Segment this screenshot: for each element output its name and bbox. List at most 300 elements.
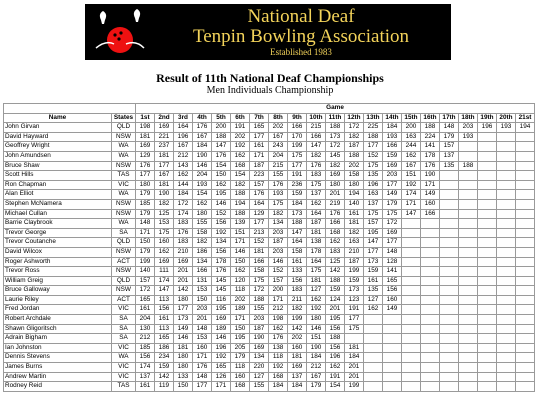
game-score bbox=[459, 267, 478, 277]
game-score: 203 bbox=[269, 247, 288, 257]
game-score: 148 bbox=[193, 372, 212, 382]
game-score: 174 bbox=[136, 363, 155, 373]
game-score: 177 bbox=[155, 161, 174, 171]
game-score bbox=[478, 363, 497, 373]
game-score bbox=[459, 305, 478, 315]
game-score: 163 bbox=[345, 238, 364, 248]
table-row bbox=[4, 180, 535, 190]
game-score: 165 bbox=[212, 363, 231, 373]
game-score: 162 bbox=[174, 171, 193, 181]
bowler-name: Michael Cullan bbox=[4, 209, 112, 219]
bowler-name: William Greig bbox=[4, 276, 112, 286]
game-score: 131 bbox=[193, 276, 212, 286]
game-score bbox=[421, 267, 440, 277]
game-score: 180 bbox=[136, 180, 155, 190]
game-score: 146 bbox=[212, 334, 231, 344]
game-score bbox=[383, 353, 402, 363]
game-score bbox=[497, 180, 516, 190]
game-score: 142 bbox=[288, 324, 307, 334]
game-column-header: 12th bbox=[345, 113, 364, 123]
game-score bbox=[364, 324, 383, 334]
game-score: 173 bbox=[345, 286, 364, 296]
bowler-state: WA bbox=[112, 190, 136, 200]
game-score: 166 bbox=[421, 209, 440, 219]
game-score: 148 bbox=[193, 324, 212, 334]
game-score: 169 bbox=[326, 171, 345, 181]
game-score bbox=[497, 276, 516, 286]
bowler-name: Bruce Galloway bbox=[4, 286, 112, 296]
game-score: 146 bbox=[269, 257, 288, 267]
game-score bbox=[402, 372, 421, 382]
table-row bbox=[4, 305, 535, 315]
game-score: 203 bbox=[383, 171, 402, 181]
game-score: 161 bbox=[250, 142, 269, 152]
game-score: 134 bbox=[212, 238, 231, 248]
table-row bbox=[4, 209, 535, 219]
game-score: 188 bbox=[288, 219, 307, 229]
game-score: 147 bbox=[307, 142, 326, 152]
game-score: 133 bbox=[288, 267, 307, 277]
game-score: 111 bbox=[155, 267, 174, 277]
game-score: 141 bbox=[421, 142, 440, 152]
game-score: 162 bbox=[307, 199, 326, 209]
game-score bbox=[459, 219, 478, 229]
bowler-state: SA bbox=[112, 334, 136, 344]
bowler-state: NSW bbox=[112, 161, 136, 171]
bowler-state: TAS bbox=[112, 171, 136, 181]
table-row bbox=[4, 276, 535, 286]
game-score bbox=[516, 257, 535, 267]
game-score: 149 bbox=[383, 305, 402, 315]
game-score: 177 bbox=[288, 161, 307, 171]
game-score: 177 bbox=[136, 171, 155, 181]
game-score: 159 bbox=[288, 190, 307, 200]
game-score: 146 bbox=[231, 247, 250, 257]
game-score: 190 bbox=[307, 343, 326, 353]
game-score: 160 bbox=[155, 238, 174, 248]
game-score bbox=[383, 343, 402, 353]
game-score: 194 bbox=[345, 190, 364, 200]
bowler-name: Roger Ashworth bbox=[4, 257, 112, 267]
game-score bbox=[478, 382, 497, 392]
game-score: 168 bbox=[231, 382, 250, 392]
game-score: 181 bbox=[155, 151, 174, 161]
bowler-name: Stephen McNamera bbox=[4, 199, 112, 209]
header-row bbox=[4, 113, 535, 123]
table-row bbox=[4, 132, 535, 142]
game-score bbox=[497, 295, 516, 305]
game-score: 159 bbox=[326, 286, 345, 296]
bowler-state: WA bbox=[112, 353, 136, 363]
game-score: 184 bbox=[345, 353, 364, 363]
game-score: 169 bbox=[250, 343, 269, 353]
game-score: 161 bbox=[288, 257, 307, 267]
page-subtitle: Men Individuals Championship bbox=[206, 85, 334, 96]
game-score: 212 bbox=[307, 363, 326, 373]
game-score bbox=[516, 219, 535, 229]
game-score bbox=[478, 180, 497, 190]
game-score bbox=[459, 209, 478, 219]
game-score bbox=[478, 199, 497, 209]
game-score bbox=[459, 142, 478, 152]
bowler-name: Barrie Claybrook bbox=[4, 219, 112, 229]
game-column-header: 10th bbox=[307, 113, 326, 123]
game-score: 220 bbox=[250, 363, 269, 373]
game-score bbox=[402, 238, 421, 248]
game-score: 154 bbox=[231, 171, 250, 181]
game-score: 178 bbox=[212, 257, 231, 267]
game-score bbox=[516, 209, 535, 219]
game-score: 175 bbox=[383, 209, 402, 219]
game-score bbox=[497, 324, 516, 334]
game-score: 200 bbox=[402, 123, 421, 133]
game-score: 221 bbox=[155, 132, 174, 142]
game-score bbox=[440, 171, 459, 181]
game-score bbox=[421, 353, 440, 363]
game-score bbox=[497, 353, 516, 363]
game-score: 161 bbox=[345, 209, 364, 219]
game-score: 178 bbox=[421, 151, 440, 161]
game-score bbox=[383, 334, 402, 344]
banner-title-line2: Tenpin Bowling Association bbox=[192, 26, 410, 47]
game-score bbox=[383, 372, 402, 382]
game-score: 145 bbox=[326, 151, 345, 161]
game-score: 169 bbox=[155, 257, 174, 267]
game-score: 176 bbox=[307, 161, 326, 171]
bowler-name: Scott Hills bbox=[4, 171, 112, 181]
game-score bbox=[421, 343, 440, 353]
game-score: 156 bbox=[212, 247, 231, 257]
game-score: 169 bbox=[174, 257, 193, 267]
game-score: 176 bbox=[250, 190, 269, 200]
game-score: 146 bbox=[174, 334, 193, 344]
game-score bbox=[497, 343, 516, 353]
game-score bbox=[364, 334, 383, 344]
game-score: 134 bbox=[269, 219, 288, 229]
game-score: 195 bbox=[231, 334, 250, 344]
game-score bbox=[478, 132, 497, 142]
game-score: 194 bbox=[231, 199, 250, 209]
game-score: 166 bbox=[326, 219, 345, 229]
game-score bbox=[383, 363, 402, 373]
game-score bbox=[459, 238, 478, 248]
bowler-state: ACT bbox=[112, 257, 136, 267]
game-score bbox=[459, 343, 478, 353]
game-score: 212 bbox=[174, 151, 193, 161]
game-score: 185 bbox=[136, 343, 155, 353]
game-score: 184 bbox=[288, 382, 307, 392]
game-score: 150 bbox=[231, 257, 250, 267]
game-score: 160 bbox=[383, 295, 402, 305]
game-score bbox=[516, 305, 535, 315]
game-score: 165 bbox=[155, 334, 174, 344]
game-score bbox=[440, 238, 459, 248]
game-score: 164 bbox=[174, 123, 193, 133]
game-score bbox=[421, 247, 440, 257]
game-score: 162 bbox=[231, 267, 250, 277]
game-score: 125 bbox=[326, 257, 345, 267]
game-score: 120 bbox=[231, 276, 250, 286]
game-score: 143 bbox=[174, 161, 193, 171]
game-score bbox=[516, 228, 535, 238]
game-score bbox=[440, 219, 459, 229]
game-score: 196 bbox=[478, 123, 497, 133]
states-column-header: States bbox=[112, 113, 136, 123]
game-score: 157 bbox=[364, 219, 383, 229]
game-score: 180 bbox=[174, 363, 193, 373]
game-score: 183 bbox=[326, 247, 345, 257]
game-score bbox=[516, 151, 535, 161]
game-score bbox=[478, 295, 497, 305]
game-score: 162 bbox=[326, 363, 345, 373]
game-score: 181 bbox=[345, 219, 364, 229]
game-score: 183 bbox=[307, 171, 326, 181]
game-score: 202 bbox=[345, 161, 364, 171]
game-score bbox=[497, 132, 516, 142]
banner-established: Established 1983 bbox=[270, 47, 332, 57]
game-score: 157 bbox=[269, 276, 288, 286]
game-score bbox=[440, 257, 459, 267]
game-score bbox=[421, 305, 440, 315]
game-score bbox=[478, 276, 497, 286]
bowler-state: QLD bbox=[112, 276, 136, 286]
game-score: 168 bbox=[326, 228, 345, 238]
game-score: 127 bbox=[364, 295, 383, 305]
game-score bbox=[478, 334, 497, 344]
bowler-state: NSW bbox=[112, 132, 136, 142]
game-score: 172 bbox=[326, 142, 345, 152]
game-score: 116 bbox=[212, 295, 231, 305]
game-score: 205 bbox=[231, 343, 250, 353]
game-score: 182 bbox=[288, 305, 307, 315]
game-score: 181 bbox=[174, 343, 193, 353]
game-score: 177 bbox=[383, 180, 402, 190]
game-score: 156 bbox=[136, 353, 155, 363]
game-score bbox=[516, 247, 535, 257]
game-score bbox=[459, 334, 478, 344]
game-score bbox=[478, 267, 497, 277]
game-score: 155 bbox=[269, 171, 288, 181]
game-score bbox=[421, 286, 440, 296]
game-score bbox=[497, 315, 516, 325]
game-score: 174 bbox=[155, 276, 174, 286]
game-score: 212 bbox=[269, 305, 288, 315]
game-score: 193 bbox=[497, 123, 516, 133]
bowler-name: Bruce Shaw bbox=[4, 161, 112, 171]
game-score bbox=[440, 276, 459, 286]
game-score: 163 bbox=[402, 132, 421, 142]
game-score bbox=[497, 247, 516, 257]
game-score bbox=[440, 305, 459, 315]
game-score: 142 bbox=[155, 372, 174, 382]
game-score: 199 bbox=[345, 382, 364, 392]
game-score bbox=[459, 171, 478, 181]
game-score bbox=[497, 305, 516, 315]
game-score: 146 bbox=[212, 199, 231, 209]
game-score: 179 bbox=[136, 190, 155, 200]
game-score: 164 bbox=[307, 209, 326, 219]
game-score: 188 bbox=[250, 295, 269, 305]
game-score: 182 bbox=[345, 228, 364, 238]
game-score: 168 bbox=[269, 372, 288, 382]
table-row bbox=[4, 123, 535, 133]
game-score bbox=[421, 219, 440, 229]
game-score: 145 bbox=[212, 276, 231, 286]
table-row bbox=[4, 363, 535, 373]
game-score bbox=[440, 209, 459, 219]
game-score: 200 bbox=[212, 123, 231, 133]
game-score: 161 bbox=[155, 315, 174, 325]
table-row bbox=[4, 257, 535, 267]
game-column-header: 19th bbox=[478, 113, 497, 123]
game-score: 169 bbox=[383, 228, 402, 238]
game-score bbox=[402, 343, 421, 353]
game-score: 195 bbox=[212, 305, 231, 315]
game-score: 203 bbox=[269, 228, 288, 238]
game-score bbox=[497, 363, 516, 373]
game-score: 154 bbox=[326, 382, 345, 392]
game-score: 175 bbox=[364, 161, 383, 171]
game-column-header: 7th bbox=[250, 113, 269, 123]
game-score bbox=[516, 180, 535, 190]
bowler-state: VIC bbox=[112, 363, 136, 373]
game-score: 169 bbox=[383, 161, 402, 171]
game-score: 181 bbox=[307, 228, 326, 238]
game-score bbox=[497, 238, 516, 248]
game-score bbox=[402, 257, 421, 267]
bowler-state: VIC bbox=[112, 305, 136, 315]
game-score bbox=[516, 161, 535, 171]
game-score: 139 bbox=[231, 219, 250, 229]
game-score bbox=[478, 190, 497, 200]
game-score: 141 bbox=[383, 267, 402, 277]
game-score: 158 bbox=[288, 247, 307, 257]
game-score: 158 bbox=[345, 171, 364, 181]
game-score: 181 bbox=[345, 343, 364, 353]
game-score bbox=[478, 142, 497, 152]
game-score: 180 bbox=[307, 315, 326, 325]
table-row bbox=[4, 142, 535, 152]
game-score: 190 bbox=[155, 190, 174, 200]
game-score: 188 bbox=[231, 190, 250, 200]
game-score: 147 bbox=[364, 238, 383, 248]
game-score: 135 bbox=[440, 161, 459, 171]
table-row bbox=[4, 219, 535, 229]
bowler-name: Trevor Ross bbox=[4, 267, 112, 277]
game-score: 175 bbox=[345, 324, 364, 334]
game-score bbox=[402, 353, 421, 363]
game-score bbox=[364, 363, 383, 373]
game-score: 172 bbox=[383, 219, 402, 229]
game-column-header: 21st bbox=[516, 113, 535, 123]
game-score: 183 bbox=[288, 286, 307, 296]
game-column-header: 17th bbox=[440, 113, 459, 123]
game-score bbox=[402, 219, 421, 229]
game-score: 191 bbox=[326, 372, 345, 382]
game-score: 199 bbox=[136, 257, 155, 267]
game-score: 160 bbox=[288, 343, 307, 353]
game-score bbox=[440, 199, 459, 209]
game-score: 188 bbox=[212, 132, 231, 142]
game-score: 172 bbox=[174, 199, 193, 209]
game-score: 171 bbox=[250, 151, 269, 161]
game-score: 164 bbox=[307, 257, 326, 267]
table-row bbox=[4, 171, 535, 181]
game-column-header: 15th bbox=[402, 113, 421, 123]
game-score bbox=[478, 247, 497, 257]
game-score: 182 bbox=[345, 132, 364, 142]
game-score bbox=[459, 151, 478, 161]
game-score: 189 bbox=[212, 324, 231, 334]
game-score bbox=[497, 257, 516, 267]
game-score bbox=[459, 228, 478, 238]
game-score bbox=[478, 161, 497, 171]
game-score: 152 bbox=[250, 238, 269, 248]
game-score bbox=[478, 315, 497, 325]
game-score bbox=[478, 219, 497, 229]
game-score bbox=[421, 238, 440, 248]
game-score: 184 bbox=[307, 353, 326, 363]
game-score bbox=[402, 305, 421, 315]
game-score: 180 bbox=[174, 295, 193, 305]
game-score: 166 bbox=[383, 142, 402, 152]
game-score: 171 bbox=[212, 382, 231, 392]
bowler-name: Dennis Stevens bbox=[4, 353, 112, 363]
game-score: 192 bbox=[402, 180, 421, 190]
game-score bbox=[402, 334, 421, 344]
game-score: 199 bbox=[345, 267, 364, 277]
game-score: 147 bbox=[288, 228, 307, 238]
game-score bbox=[440, 267, 459, 277]
game-score bbox=[459, 315, 478, 325]
game-score: 142 bbox=[174, 286, 193, 296]
game-score: 176 bbox=[269, 180, 288, 190]
game-score bbox=[516, 363, 535, 373]
game-score: 130 bbox=[136, 324, 155, 334]
game-score: 177 bbox=[193, 382, 212, 392]
game-score bbox=[459, 363, 478, 373]
bowler-name: Geoffrey Wright bbox=[4, 142, 112, 152]
game-score bbox=[440, 382, 459, 392]
game-score: 188 bbox=[345, 151, 364, 161]
game-score: 225 bbox=[364, 123, 383, 133]
game-score: 164 bbox=[250, 199, 269, 209]
game-score: 167 bbox=[174, 142, 193, 152]
game-score: 188 bbox=[459, 161, 478, 171]
game-score: 196 bbox=[174, 132, 193, 142]
game-score: 156 bbox=[155, 305, 174, 315]
bowler-state: NSW bbox=[112, 199, 136, 209]
game-score: 180 bbox=[326, 180, 345, 190]
game-score: 179 bbox=[136, 209, 155, 219]
bowler-state: QLD bbox=[112, 238, 136, 248]
game-score: 176 bbox=[269, 334, 288, 344]
game-score: 152 bbox=[212, 209, 231, 219]
game-score: 151 bbox=[307, 334, 326, 344]
game-score: 155 bbox=[250, 382, 269, 392]
game-score: 153 bbox=[155, 219, 174, 229]
game-score bbox=[459, 295, 478, 305]
game-score bbox=[440, 247, 459, 257]
game-score: 192 bbox=[269, 363, 288, 373]
game-score: 175 bbox=[155, 228, 174, 238]
game-score: 171 bbox=[193, 353, 212, 363]
game-column-header: 4th bbox=[193, 113, 212, 123]
table-row bbox=[4, 315, 535, 325]
game-score: 184 bbox=[269, 382, 288, 392]
game-score: 113 bbox=[155, 324, 174, 334]
game-score: 155 bbox=[193, 219, 212, 229]
